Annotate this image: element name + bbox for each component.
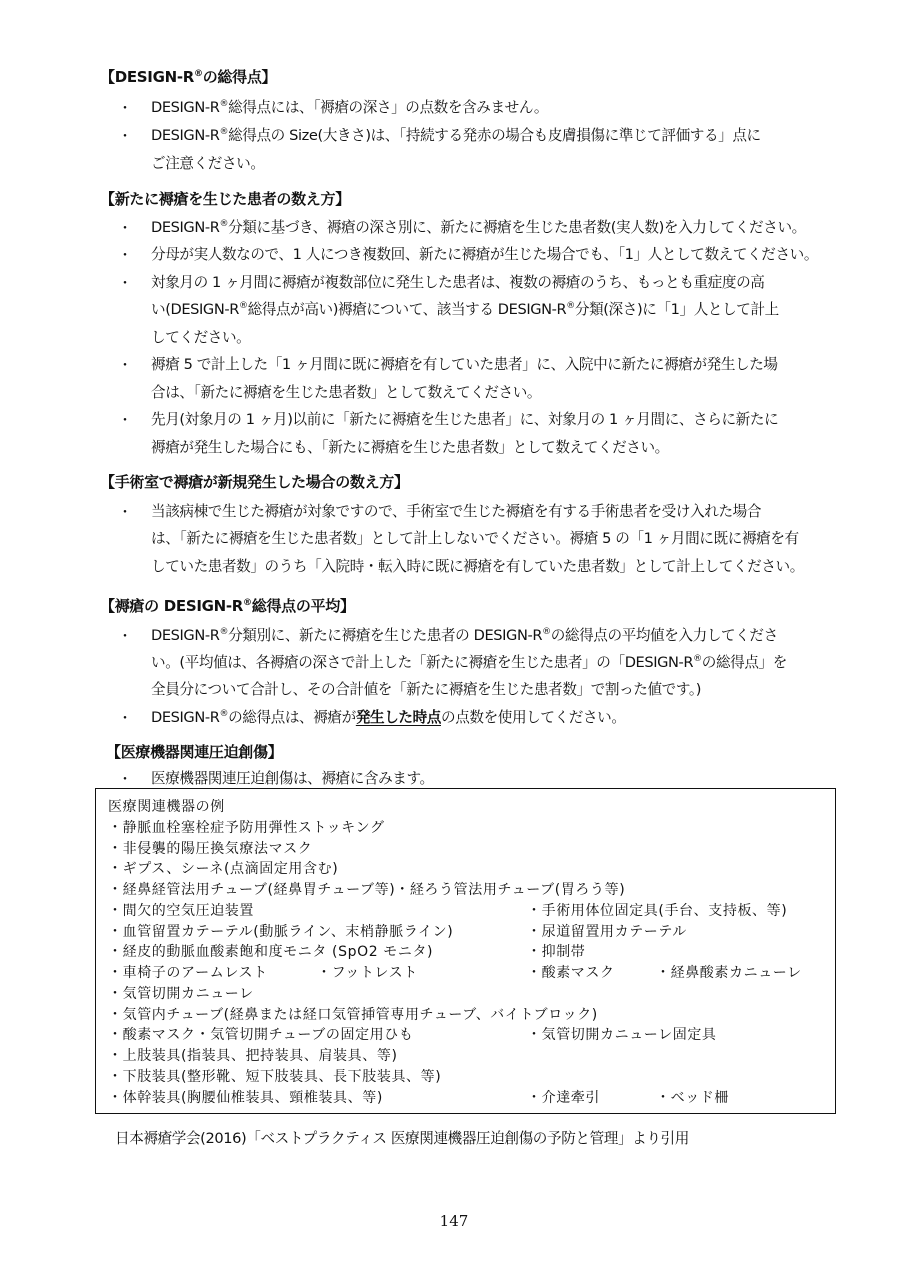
operating-room-line: していた患者数」のうち「入院時・転入時に既に褥瘡を有していた患者数」として計上してください。 <box>151 558 804 575</box>
new-patients-line: 分母が実人数なので、1 人につき複数回、新たに褥瘡が生じた場合でも、「1」人として数えてください。 <box>151 246 819 263</box>
section-heading-device: 【医療機器関連圧迫創傷】 <box>106 743 283 761</box>
section-heading-total-score: 【DESIGN-R®の総得点】 <box>100 68 277 86</box>
section-heading-operating-room: 【手術室で褥瘡が新規発生した場合の数え方】 <box>100 473 409 491</box>
device-item: ・血管留置カテーテル(動脈ライン、末梢静脈ライン) <box>108 924 454 940</box>
device-item: ・ギプス、シーネ(点滴固定用含む) <box>108 861 339 877</box>
bullet: ・ <box>118 772 132 788</box>
device-item: ・ベッド柵 <box>656 1090 729 1106</box>
new-patients-line: 褥瘡が発生した場合にも、「新たに褥瘡を生じた患者数」として数えてください。 <box>151 439 669 456</box>
bullet: ・ <box>118 129 132 145</box>
bullet: ・ <box>118 248 132 264</box>
new-patients-line: 合は、「新たに褥瘡を生じた患者数」として数えてください。 <box>151 384 542 401</box>
device-item: ・抑制帯 <box>527 944 586 960</box>
average-line: い。(平均値は、各褥瘡の深さで計上した「新たに褥瘡を生じた患者」の「DESIGN-R®の総得点」を <box>151 654 787 671</box>
device-item: ・気管切開カニューレ固定具 <box>527 1027 717 1043</box>
device-item: ・下肢装具(整形靴、短下肢装具、長下肢装具、等) <box>108 1069 442 1085</box>
bullet: ・ <box>118 101 132 117</box>
device-item: ・気管切開カニューレ <box>108 986 254 1002</box>
device-item: ・尿道留置用カテーテル <box>527 924 687 940</box>
section-heading-new-patients: 【新たに褥瘡を生じた患者の数え方】 <box>100 190 350 208</box>
device-line: 医療機器関連圧迫創傷は、褥瘡に含みます。 <box>151 770 434 787</box>
total-score-line: DESIGN-R®総得点の Size(大きさ)は、「持続する発赤の場合も皮膚損傷に準じて評価する」点に <box>151 127 761 144</box>
new-patients-line: い(DESIGN-R®総得点が高い)褥瘡について、該当する DESIGN-R®分類(深さ)に「1」人として計上 <box>151 301 779 318</box>
device-item: ・フットレスト <box>317 965 418 981</box>
device-item: ・経鼻酸素カニューレ <box>656 965 802 981</box>
new-patients-line: 先月(対象月の 1 ヶ月)以前に「新たに褥瘡を生じた患者」に、対象月の 1 ヶ月間に、さらに新たに <box>151 411 779 428</box>
bullet: ・ <box>118 358 132 374</box>
device-item: ・手術用体位固定具(手台、支持板、等) <box>527 903 788 919</box>
total-score-line: DESIGN-R®総得点には、「褥瘡の深さ」の点数を含みません。 <box>151 99 549 116</box>
bullet: ・ <box>118 711 132 727</box>
average-line: 全員分について合計し、その合計値を「新たに褥瘡を生じた患者数」で割った値です。) <box>151 681 702 698</box>
operating-room-line: は、「新たに褥瘡を生じた患者数」として計上しないでください。褥瘡 5 の「1 ヶ月間に既に褥瘡を有 <box>151 530 799 547</box>
new-patients-line: DESIGN-R®分類に基づき、褥瘡の深さ別に、新たに褥瘡を生じた患者数(実人数)を入力してください。 <box>151 219 806 236</box>
device-item: ・介達牽引 <box>527 1090 600 1106</box>
device-item: ・間欠的空気圧迫装置 <box>108 903 254 919</box>
page-number: 147 <box>439 1212 469 1230</box>
total-score-line: ご注意ください。 <box>151 155 265 172</box>
bullet: ・ <box>118 629 132 645</box>
section-heading-average: 【褥瘡の DESIGN-R®総得点の平均】 <box>100 597 355 615</box>
bullet: ・ <box>118 276 132 292</box>
bullet: ・ <box>118 221 132 237</box>
device-item: ・経鼻経管法用チューブ(経鼻胃チューブ等)・経ろう管法用チューブ(胃ろう等) <box>108 882 626 898</box>
device-item: ・経皮的動脈血酸素飽和度モニタ (SpO2 モニタ) <box>108 944 434 960</box>
device-item: ・上肢装具(指装具、把持装具、肩装具、等) <box>108 1048 398 1064</box>
bullet: ・ <box>118 413 132 429</box>
device-item: ・酸素マスク <box>527 965 615 981</box>
device-item: ・非侵襲的陽圧換気療法マスク <box>108 841 313 857</box>
device-item: ・気管内チューブ(経鼻または経口気管挿管専用チューブ、バイトブロック) <box>108 1007 598 1023</box>
bullet: ・ <box>118 505 132 521</box>
device-item: ・酸素マスク・気管切開チューブの固定用ひも <box>108 1027 414 1043</box>
device-item: ・静脈血栓塞栓症予防用弾性ストッキング <box>108 820 385 836</box>
average-timing-line <box>151 706 626 727</box>
device-box-title: 医療関連機器の例 <box>108 799 225 815</box>
new-patients-line: してください。 <box>151 329 251 346</box>
average-line: DESIGN-R®分類別に、新たに褥瘡を生じた患者の DESIGN-R®の総得点の平均値を入力してくださ <box>151 627 778 644</box>
citation: 日本褥瘡学会(2016)「ベストプラクティス 医療関連機器圧迫創傷の予防と管理」より引用 <box>115 1130 689 1147</box>
new-patients-line: 対象月の 1 ヶ月間に褥瘡が複数部位に発生した患者は、複数の褥瘡のうち、もっとも重症度の高 <box>151 274 765 291</box>
average-timing-post: の点数を使用してください。 <box>441 709 626 726</box>
operating-room-line: 当該病棟で生じた褥瘡が対象ですので、手術室で生じた褥瘡を有する手術患者を受け入れた場合 <box>151 503 762 520</box>
new-patients-line: 褥瘡 5 で計上した「1 ヶ月間に既に褥瘡を有していた患者」に、入院中に新たに褥瘡が発生した場 <box>151 356 778 373</box>
average-timing-emphasis: 発生した時点 <box>355 709 441 726</box>
average-timing-pre: DESIGN-R®の総得点は、褥瘡が <box>151 709 356 726</box>
device-item: ・体幹装具(胸腰仙椎装具、頸椎装具、等) <box>108 1090 383 1106</box>
device-item: ・車椅子のアームレスト <box>108 965 268 981</box>
